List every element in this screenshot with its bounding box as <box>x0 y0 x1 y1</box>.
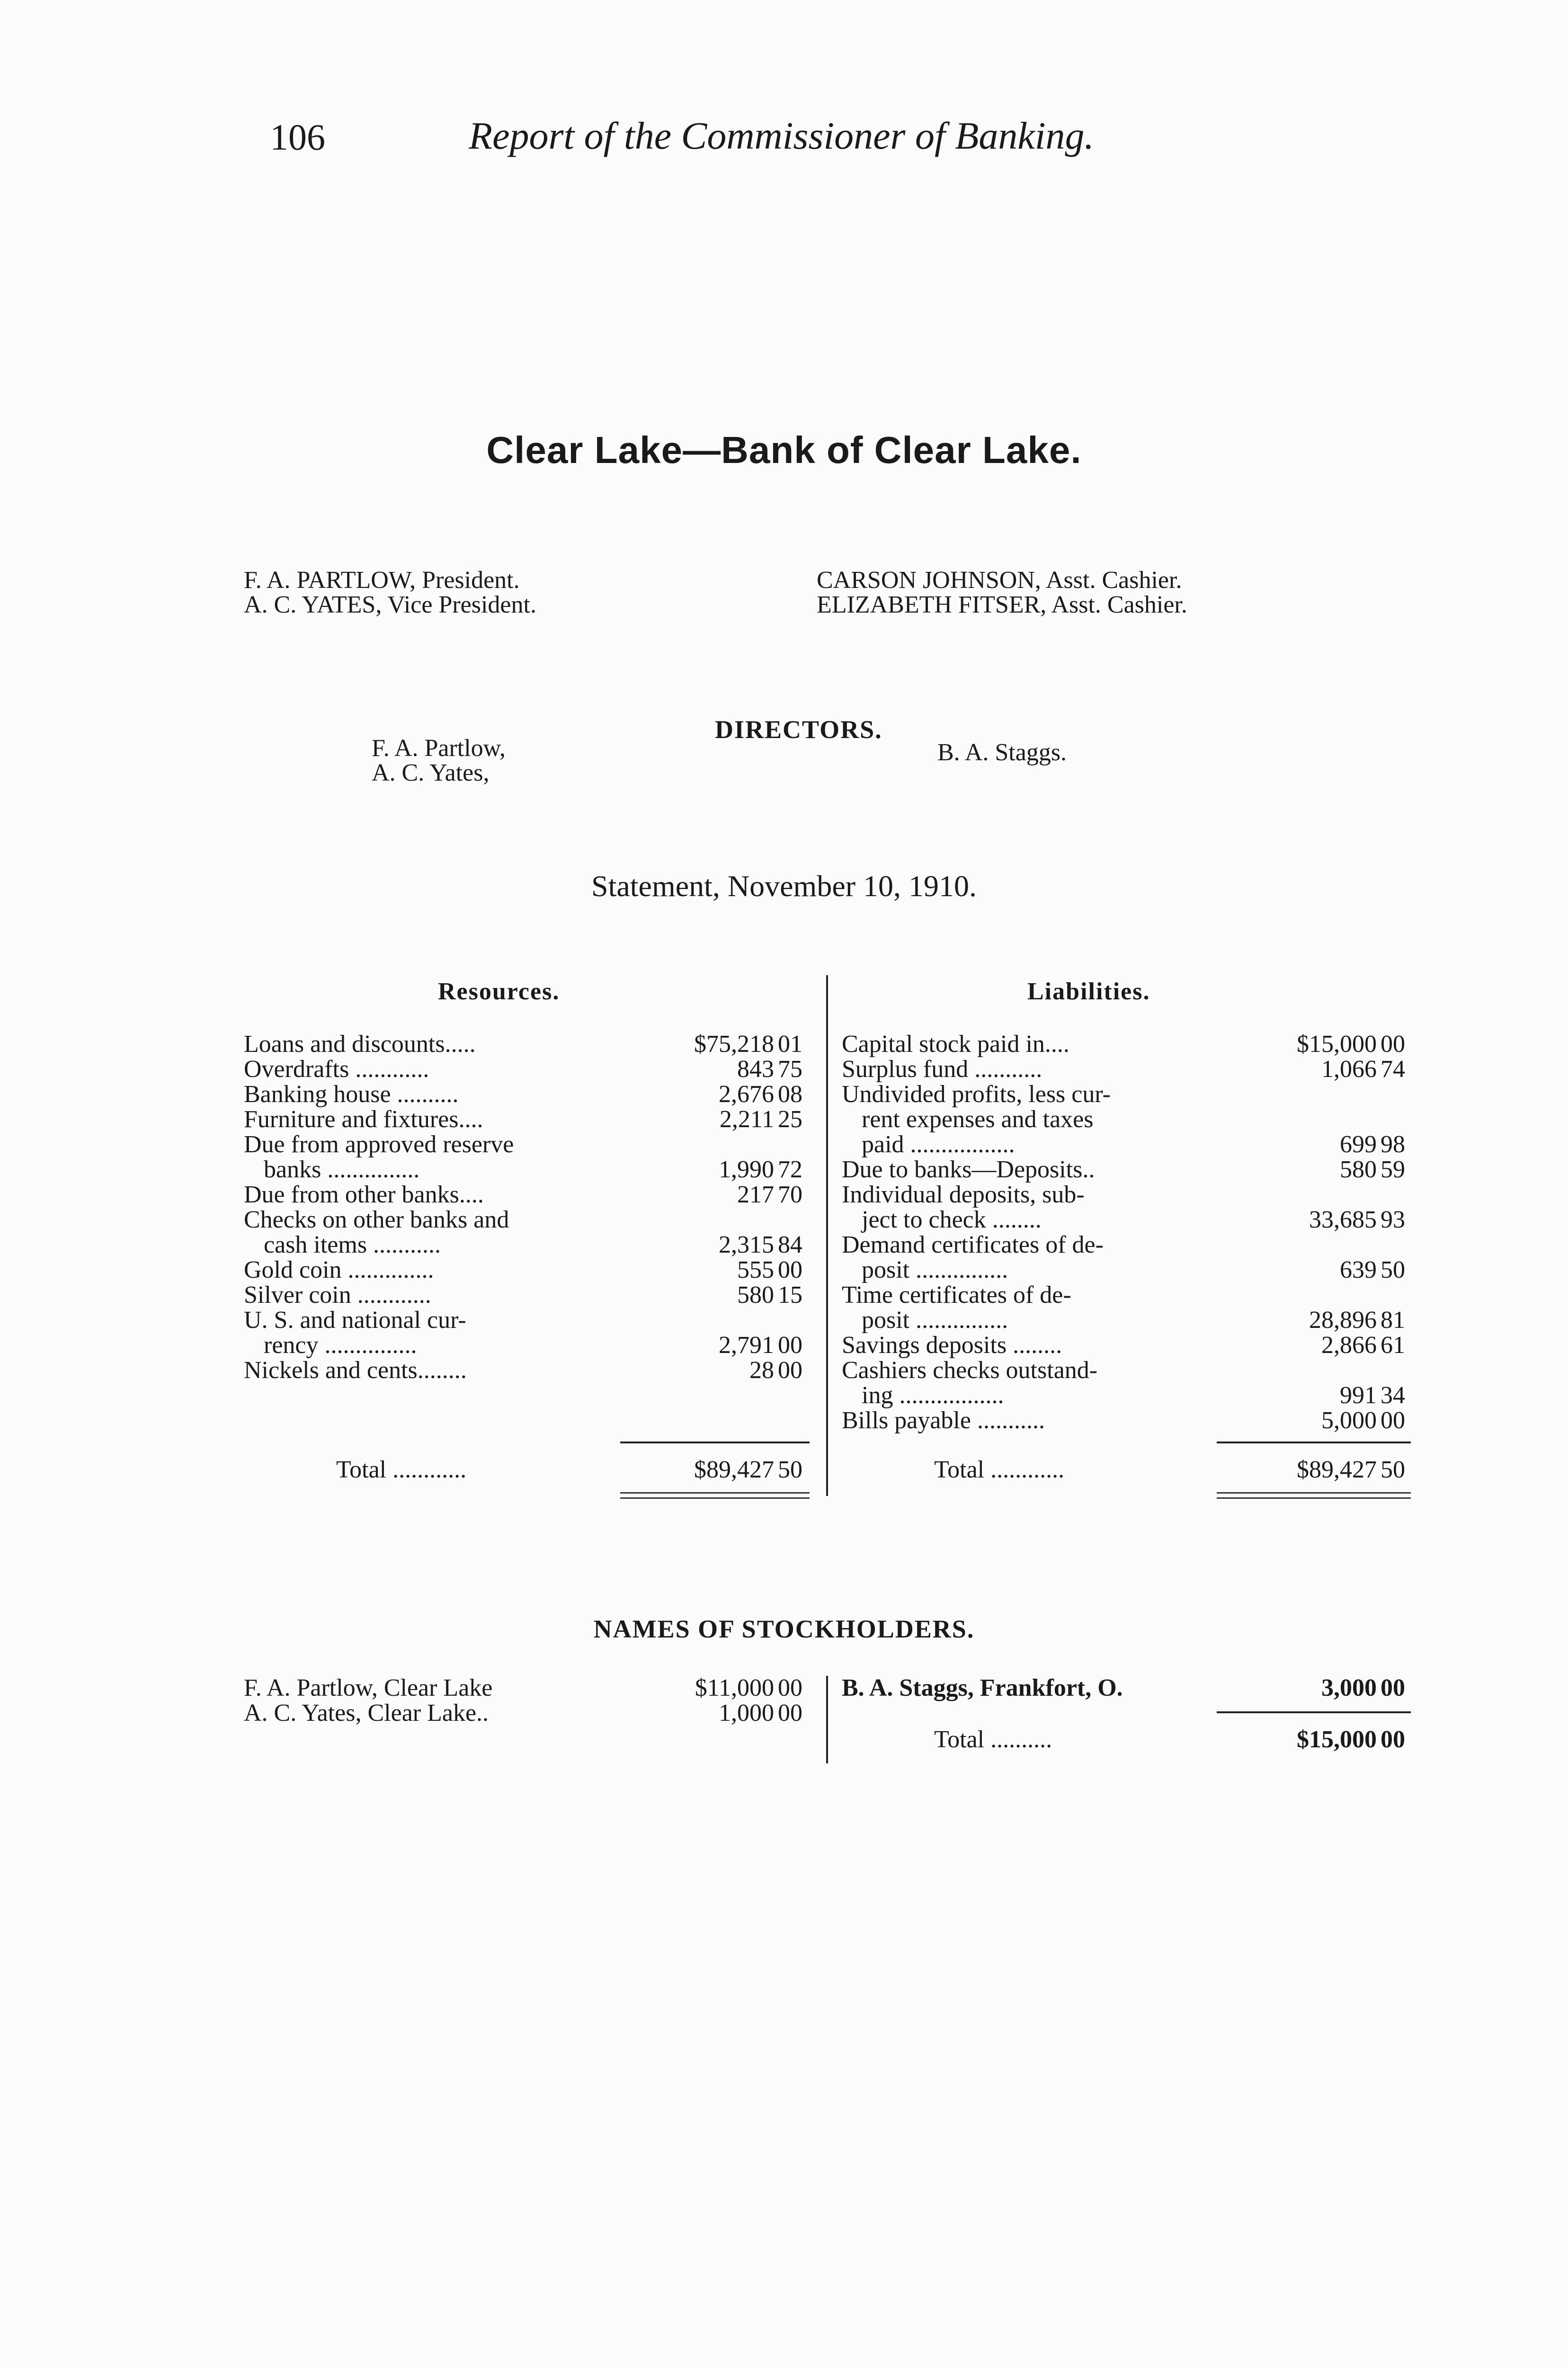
directors-heading: DIRECTORS. <box>715 715 882 744</box>
stockholder-row-label: B. A. Staggs, Frankfort, O. <box>842 1674 1123 1701</box>
liabilities-total-cents: 50 <box>1381 1456 1405 1483</box>
resources-row-label: Banking house .......... <box>244 1081 459 1108</box>
resources-row-label: Due from approved reserve <box>244 1131 514 1158</box>
liabilities-row-label: Demand certificates of de- <box>842 1231 1104 1258</box>
resources-row-cents: 08 <box>778 1081 802 1108</box>
liabilities-row <box>842 1283 1410 1308</box>
stockholders-right-list <box>842 1676 1410 1704</box>
liabilities-row-label: posit ............... <box>862 1256 1008 1283</box>
resources-row <box>244 1183 819 1207</box>
resources-row-label: Due from other banks.... <box>244 1181 484 1208</box>
stockholder-row <box>244 1701 819 1726</box>
liabilities-row <box>842 1308 1410 1333</box>
resources-double-rule <box>620 1492 810 1499</box>
stockholder-row <box>842 1676 1410 1700</box>
stockholder-row-dollars: 3,000 <box>1321 1674 1377 1701</box>
liabilities-row-label: Time certificates of de- <box>842 1281 1071 1308</box>
liabilities-row-label: posit ............... <box>862 1307 1008 1334</box>
resources-list <box>244 1032 819 1439</box>
liabilities-row <box>842 1132 1410 1157</box>
resources-total-label: Total ............ <box>336 1456 467 1483</box>
resources-row <box>244 1157 819 1182</box>
stockholder-row-dollars: $11,000 <box>695 1674 774 1701</box>
resources-row-label: Overdrafts ............ <box>244 1056 429 1083</box>
liabilities-row-cents: 98 <box>1381 1131 1405 1158</box>
resources-row <box>244 1258 819 1282</box>
liabilities-row-cents: 74 <box>1381 1056 1405 1083</box>
liabilities-row-cents: 93 <box>1381 1206 1405 1233</box>
liabilities-row-cents: 81 <box>1381 1307 1405 1334</box>
resources-row-dollars: 2,211 <box>719 1106 774 1133</box>
statement-title: Statement, November 10, 1910. <box>591 869 977 903</box>
liabilities-row <box>842 1032 1410 1057</box>
resources-row <box>244 1308 819 1333</box>
liabilities-row-cents: 00 <box>1381 1407 1405 1434</box>
resources-row-dollars: 555 <box>737 1256 774 1283</box>
officers-right <box>817 568 1187 617</box>
resources-row-label: Checks on other banks and <box>244 1206 509 1233</box>
stockholders-total-row <box>842 1726 1410 1752</box>
officer-asst-cashier-1: CARSON JOHNSON, Asst. Cashier. <box>817 567 1182 594</box>
liabilities-double-rule <box>1217 1492 1411 1499</box>
resources-row <box>244 1107 819 1132</box>
liabilities-row-dollars: 2,866 <box>1321 1332 1377 1359</box>
resources-row-label: cash items ........... <box>264 1231 441 1258</box>
liabilities-row-label: ing ................. <box>862 1382 1004 1409</box>
officers-left <box>244 568 536 617</box>
liabilities-row-dollars: 699 <box>1340 1131 1377 1158</box>
resources-total-dollars: $89,427 <box>694 1456 774 1483</box>
resources-row-cents: 84 <box>778 1231 802 1258</box>
liabilities-row <box>842 1082 1410 1107</box>
officer-asst-cashier-2: ELIZABETH FITSER, Asst. Cashier. <box>817 591 1187 618</box>
liabilities-row-label: Surplus fund ........... <box>842 1056 1042 1083</box>
liabilities-row-cents: 50 <box>1381 1256 1405 1283</box>
liabilities-list <box>842 1032 1410 1439</box>
resources-row-label: banks ............... <box>264 1156 420 1183</box>
resources-row-label: Furniture and fixtures.... <box>244 1106 483 1133</box>
resources-row <box>244 1233 819 1257</box>
liabilities-total-row <box>842 1456 1410 1482</box>
stockholder-row-label: F. A. Partlow, Clear Lake <box>244 1674 493 1701</box>
liabilities-row <box>842 1157 1410 1182</box>
resources-total-rule <box>620 1442 810 1443</box>
resources-row-dollars: 2,791 <box>719 1332 774 1359</box>
liabilities-row-cents: 59 <box>1381 1156 1405 1183</box>
resources-row-cents: 00 <box>778 1357 802 1384</box>
resources-row-label: Loans and discounts..... <box>244 1031 476 1058</box>
resources-row-cents: 75 <box>778 1056 802 1083</box>
resources-heading: Resources. <box>438 978 560 1005</box>
liabilities-row-dollars: 639 <box>1340 1256 1377 1283</box>
stockholders-divider <box>826 1676 828 1763</box>
liabilities-row-label: Due to banks—Deposits.. <box>842 1156 1095 1183</box>
resources-row <box>244 1132 819 1157</box>
resources-row <box>244 1057 819 1082</box>
officer-vice-president: A. C. YATES, Vice President. <box>244 591 536 618</box>
resources-row <box>244 1082 819 1107</box>
liabilities-row-cents: 61 <box>1381 1332 1405 1359</box>
stockholder-row-dollars: 1,000 <box>719 1700 774 1726</box>
liabilities-row <box>842 1358 1410 1383</box>
officer-president: F. A. PARTLOW, President. <box>244 567 520 594</box>
resources-row-label: Gold coin .............. <box>244 1256 434 1283</box>
liabilities-total-rule <box>1217 1442 1411 1443</box>
liabilities-row-cents: 34 <box>1381 1382 1405 1409</box>
liabilities-row-dollars: 5,000 <box>1321 1407 1377 1434</box>
stockholders-total-dollars: $15,000 <box>1297 1726 1377 1753</box>
resources-row <box>244 1333 819 1358</box>
resources-row <box>244 1208 819 1232</box>
resources-row-cents: 72 <box>778 1156 802 1183</box>
resources-row-cents: 15 <box>778 1281 802 1308</box>
resources-row <box>244 1283 819 1308</box>
liabilities-row <box>842 1057 1410 1082</box>
resources-row-dollars: 217 <box>737 1181 774 1208</box>
resources-row-label: Nickels and cents........ <box>244 1357 467 1384</box>
resources-row-cents: 01 <box>778 1031 802 1058</box>
resources-row-dollars: 2,315 <box>719 1231 774 1258</box>
liabilities-row-label: Individual deposits, sub- <box>842 1181 1085 1208</box>
directors-left <box>372 736 506 785</box>
liabilities-row-dollars: 991 <box>1340 1382 1377 1409</box>
liabilities-row-label: rent expenses and taxes <box>862 1106 1094 1133</box>
liabilities-row <box>842 1408 1410 1433</box>
liabilities-row <box>842 1233 1410 1257</box>
resources-row-dollars: 1,990 <box>719 1156 774 1183</box>
resources-row-dollars: 843 <box>737 1056 774 1083</box>
liabilities-row-label: ject to check ........ <box>862 1206 1042 1233</box>
director-name: A. C. Yates, <box>372 759 490 786</box>
liabilities-row <box>842 1107 1410 1132</box>
liabilities-row-label: Bills payable ........... <box>842 1407 1045 1434</box>
resources-row <box>244 1358 819 1383</box>
liabilities-total-dollars: $89,427 <box>1297 1456 1377 1483</box>
resources-row-dollars: 28 <box>749 1357 774 1384</box>
liabilities-row-label: Savings deposits ........ <box>842 1332 1062 1359</box>
running-title: Report of the Commissioner of Banking. <box>469 114 1095 157</box>
liabilities-heading: Liabilities. <box>1027 978 1150 1005</box>
resources-total-row <box>244 1456 819 1482</box>
resources-row-label: Silver coin ............ <box>244 1281 431 1308</box>
resources-row-label: rency ............... <box>264 1332 417 1359</box>
stockholders-heading: NAMES OF STOCKHOLDERS. <box>593 1615 975 1643</box>
liabilities-row-dollars: 1,066 <box>1321 1056 1377 1083</box>
resources-row-cents: 25 <box>778 1106 802 1133</box>
liabilities-row-dollars: 33,685 <box>1309 1206 1377 1233</box>
resources-row-dollars: 580 <box>737 1281 774 1308</box>
liabilities-total-label: Total ............ <box>934 1456 1065 1483</box>
stockholder-row <box>244 1676 819 1700</box>
liabilities-row-dollars: 580 <box>1340 1156 1377 1183</box>
director-name: F. A. Partlow, <box>372 735 506 762</box>
liabilities-row-label: Capital stock paid in.... <box>842 1031 1069 1058</box>
liabilities-row-dollars: 28,896 <box>1309 1307 1377 1334</box>
resources-row-cents: 00 <box>778 1332 802 1359</box>
resources-row-label: U. S. and national cur- <box>244 1307 466 1334</box>
resources-row-cents: 00 <box>778 1256 802 1283</box>
liabilities-row-cents: 00 <box>1381 1031 1405 1058</box>
stockholders-left-list <box>244 1676 819 1733</box>
resources-total-cents: 50 <box>778 1456 802 1483</box>
liabilities-row-label: Undivided profits, less cur- <box>842 1081 1111 1108</box>
liabilities-row-dollars: $15,000 <box>1297 1031 1377 1058</box>
stockholder-row-cents: 00 <box>1381 1674 1405 1701</box>
liabilities-row <box>842 1183 1410 1207</box>
page-number: 106 <box>270 116 325 158</box>
stockholder-row-label: A. C. Yates, Clear Lake.. <box>244 1700 489 1726</box>
stockholder-row-cents: 00 <box>778 1674 802 1701</box>
stockholders-total-rule <box>1217 1711 1411 1713</box>
resources-row-dollars: 2,676 <box>719 1081 774 1108</box>
liabilities-row <box>842 1258 1410 1282</box>
liabilities-row <box>842 1333 1410 1358</box>
liabilities-row-label: paid ................. <box>862 1131 1015 1158</box>
resources-row-dollars: $75,218 <box>694 1031 774 1058</box>
liabilities-row-label: Cashiers checks outstand- <box>842 1357 1098 1384</box>
liabilities-row <box>842 1383 1410 1408</box>
director-name: B. A. Staggs. <box>937 739 1067 766</box>
stockholders-total-label: Total .......... <box>934 1726 1052 1753</box>
column-divider <box>826 975 828 1496</box>
stockholder-row-cents: 00 <box>778 1700 802 1726</box>
resources-row-cents: 70 <box>778 1181 802 1208</box>
stockholders-total-cents: 00 <box>1381 1726 1405 1753</box>
liabilities-row <box>842 1208 1410 1232</box>
bank-title: Clear Lake—Bank of Clear Lake. <box>486 429 1082 471</box>
resources-row <box>244 1032 819 1057</box>
